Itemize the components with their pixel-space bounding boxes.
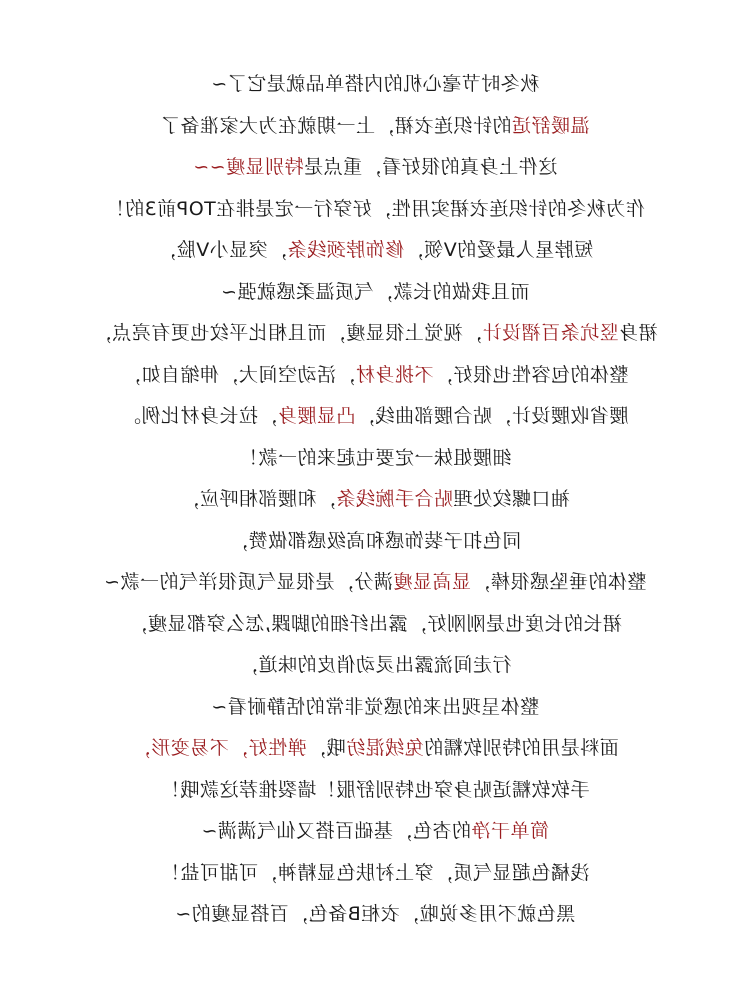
text-segment: 行走间流露出灵动俏皮的味道，	[238, 654, 512, 676]
text-line	[0, 479, 750, 521]
highlighted-phrase: 兔绒混纺	[345, 737, 424, 759]
text-segment: 同色扣子装饰感和高级感都做赞，	[228, 529, 522, 552]
text-segment: ，活动空间大，伸缩自如，	[121, 363, 356, 386]
text-segment: 浅橘色超显气质，穿上衬肤色显精神，可甜可盐！	[160, 861, 590, 884]
text-line	[0, 272, 750, 314]
text-line	[0, 894, 750, 936]
text-segment: ，视觉上很显瘦，而且相比平纹也更有亮点，	[92, 322, 483, 344]
text-line	[0, 106, 750, 148]
highlighted-phrase: 显高显瘦	[392, 571, 471, 593]
text-line	[0, 147, 750, 189]
text-line	[0, 396, 750, 438]
highlighted-phrase: 温暖舒适	[511, 114, 590, 137]
text-line	[0, 645, 750, 687]
highlighted-phrase: 竖坑条百褶设计	[482, 322, 619, 344]
text-segment: 哦，	[306, 737, 346, 759]
text-line	[0, 811, 750, 853]
text-segment: 短脖星人最爱的V领，	[404, 239, 594, 261]
text-line	[0, 230, 750, 272]
text-line	[0, 728, 750, 770]
text-segment: 黑色就不用多说啦，衣柜B备色，百搭显瘦的~	[174, 903, 576, 925]
text-segment: 的针织连衣裙，上一期就在为大家准备了	[160, 114, 512, 137]
highlighted-phrase: 特别显瘦~~	[192, 156, 304, 178]
text-line	[0, 687, 750, 729]
text-segment: 腰省收腰设计，贴合腰部曲线，	[355, 405, 629, 427]
text-segment: 整体的包容性也很好，	[433, 363, 629, 386]
text-segment: 作为秋冬的针织连衣裙实用性，好穿行一定是排在TOP前3的！	[105, 197, 645, 220]
product-description	[0, 64, 750, 936]
text-line	[0, 438, 750, 480]
text-segment: 裙长的长度也是刚刚好，露出纤细的脚踝,怎么穿都显瘦，	[127, 612, 623, 635]
text-line	[0, 355, 750, 397]
text-segment: 面料是用的特别软糯的	[423, 737, 619, 759]
text-segment: 整体呈现出来的感觉非常的恬静耐看~	[210, 695, 540, 718]
text-line	[0, 604, 750, 646]
text-segment: 细腰姐妹一定要屯起来的一款！	[238, 446, 512, 469]
text-segment: ，拉长身材比例。	[121, 405, 278, 427]
text-segment: 满分，是很显气质很洋气的一款~	[103, 571, 393, 593]
highlighted-phrase: 不挑身材	[355, 363, 434, 386]
text-segment: 这件上身真的很好看，重点是	[303, 156, 558, 178]
text-line	[0, 189, 750, 231]
text-segment: 整体的垂坠感很棒，	[470, 571, 647, 593]
text-segment: 的杏色，基础百搭又仙气满满~	[201, 820, 471, 842]
text-line	[0, 64, 750, 106]
text-line	[0, 313, 750, 355]
highlighted-phrase: 弹性好，不易变形，	[131, 737, 307, 759]
text-segment: 袖口螺纹处理	[453, 488, 571, 510]
text-line	[0, 853, 750, 895]
text-segment: ，和腰部相呼应，	[179, 488, 336, 510]
text-segment: ，突显小V脸，	[156, 239, 288, 261]
text-line	[0, 562, 750, 604]
highlighted-phrase: 修饰脖颈线条	[287, 239, 405, 261]
text-segment: 裙身	[618, 322, 658, 344]
highlighted-phrase: 贴合手腕线条	[336, 488, 454, 510]
text-line	[0, 770, 750, 812]
text-segment: 手软软糯适贴身穿也特别舒服！墙裂推荐这款哦！	[160, 778, 590, 801]
highlighted-phrase: 简单干净	[470, 820, 549, 842]
text-segment: 而且我做的长款，气质温柔感就强~	[220, 280, 530, 303]
text-line	[0, 521, 750, 563]
highlighted-phrase: 凸显腰身	[277, 405, 356, 427]
text-segment: 秋冬时节毫心机的内搭单品就是它了~	[210, 73, 540, 95]
